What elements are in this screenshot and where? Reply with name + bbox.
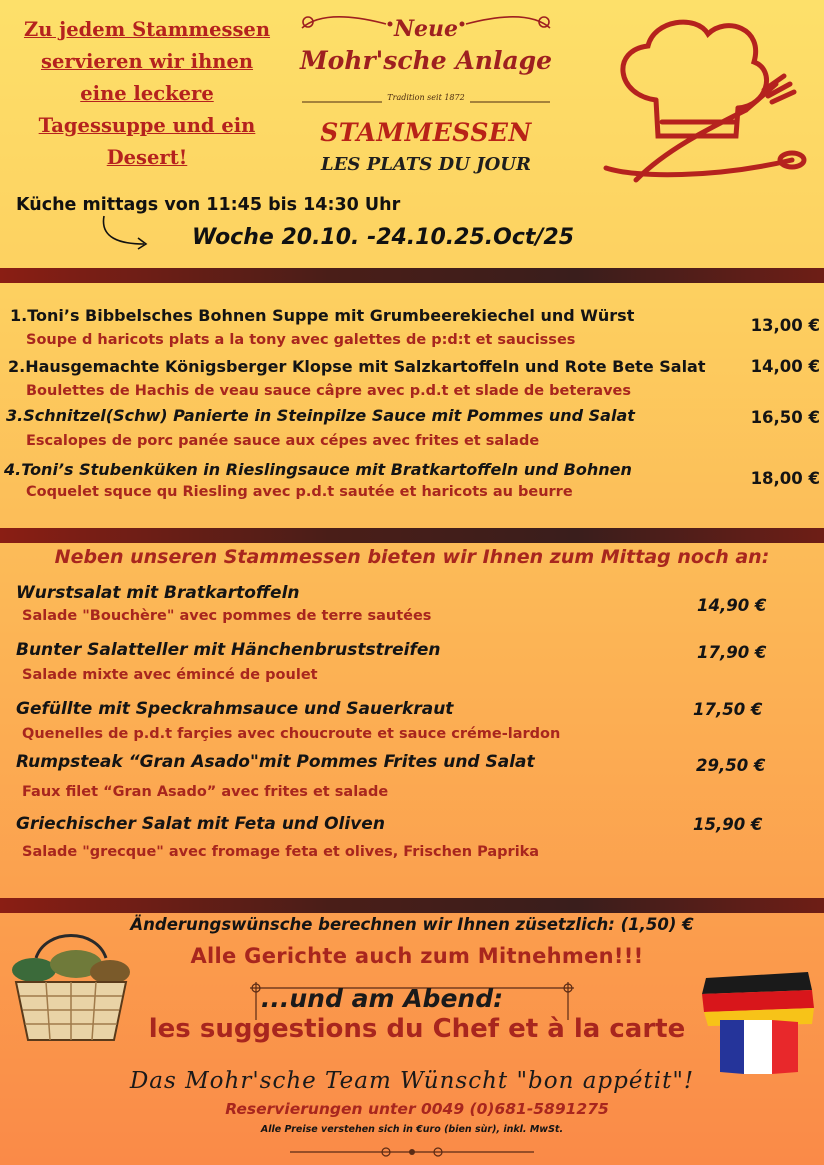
- dish-french: Salade "Bouchère" avec pommes de terre sautées: [22, 608, 432, 624]
- dish-name: Rumpsteak “Gran Asado"mit Pommes Frites und Salat: [16, 752, 535, 772]
- prices-note: Alle Preise verstehen sich in €uro (bien sùr), inkl. MwSt.: [260, 1124, 564, 1135]
- dish-name: Griechischer Salat mit Feta und Oliven: [16, 814, 385, 834]
- section-divider: [0, 268, 824, 283]
- dish-name: 1.Toni’s Bibbelsches Bohnen Suppe mit Grumbeerekiechel und Würst: [10, 306, 635, 325]
- menu-title: STAMMESSEN: [320, 118, 532, 147]
- dish-name: 2.Hausgemachte Königsberger Klopse mit Salzkartoffeln und Rote Bete Salat: [8, 357, 706, 376]
- german-french-flags-icon: [700, 968, 816, 1078]
- section-divider: [0, 528, 824, 543]
- logo-line-2: Mohr'sche Anlage: [299, 46, 553, 75]
- dish-french: Quenelles de p.d.t farçies avec choucroute et sauce créme-lardon: [22, 726, 561, 742]
- dish-price: 15,90 €: [693, 815, 763, 834]
- bottom-ornament-icon: [290, 1144, 534, 1160]
- intro-line: Tagessuppe und ein: [38, 114, 256, 137]
- intro-line: eine leckere: [80, 82, 214, 105]
- dish-french: Faux filet “Gran Asado” avec frites et salade: [22, 784, 389, 800]
- team-greeting: Das Mohr'sche Team Wünscht "bon appétit"!: [129, 1068, 695, 1094]
- intro-line: Desert!: [106, 146, 188, 169]
- dish-price: 18,00 €: [750, 469, 820, 488]
- logo-line-1: Neue: [393, 16, 459, 42]
- dish-price: 16,50 €: [750, 408, 820, 427]
- chef-hat-cutlery-icon: [596, 10, 810, 200]
- dish-price: 14,00 €: [750, 357, 820, 376]
- curved-arrow-icon: [100, 214, 152, 250]
- dish-french: Salade mixte avec émincé de poulet: [22, 667, 318, 683]
- intro-text: [6, 14, 288, 174]
- extras-heading: Neben unseren Stammessen bieten wir Ihnen zum Mittag noch an:: [54, 546, 770, 568]
- takeaway-note: Alle Gerichte auch zum Mitnehmen!!!: [190, 944, 644, 968]
- dish-name: 3.Schnitzel(Schw) Panierte in Steinpilze Sauce mit Pommes und Salat: [6, 406, 635, 425]
- chef-suggestions: les suggestions du Chef et à la carte: [148, 1014, 686, 1044]
- dish-name: Wurstsalat mit Bratkartoffeln: [16, 583, 300, 603]
- dish-price: 29,50 €: [696, 756, 766, 775]
- dish-french: Boulettes de Hachis de veau sauce câpre avec p.d.t et slade de beteraves: [26, 383, 631, 399]
- intro-line: Zu jedem Stammessen: [23, 18, 271, 41]
- restaurant-logo: [298, 6, 554, 112]
- evening-heading: ...und am Abend:: [260, 984, 504, 1013]
- dish-price: 17,50 €: [693, 700, 763, 719]
- dish-french: Soupe d haricots plats a la tony avec galettes de p:d:t et saucisses: [26, 332, 576, 348]
- dish-name: 4.Toni’s Stubenküken in Rieslingsauce mit Bratkartoffeln und Bohnen: [4, 460, 632, 479]
- kitchen-hours: Küche mittags von 11:45 bis 14:30 Uhr: [16, 195, 401, 215]
- dish-price: 14,90 €: [697, 596, 767, 615]
- dish-name: Gefüllte mit Speckrahmsauce und Sauerkraut: [16, 699, 454, 719]
- dish-price: 13,00 €: [750, 316, 820, 335]
- picnic-basket-icon: [6, 928, 136, 1044]
- dish-name: Bunter Salatteller mit Hänchenbruststreifen: [16, 640, 441, 660]
- reservation-phone: Reservierungen unter 0049 (0)681-5891275: [225, 1100, 609, 1118]
- dish-french: Escalopes de porc panée sauce aux cépes avec frites et salade: [26, 433, 540, 449]
- dish-price: 17,90 €: [697, 643, 767, 662]
- logo-tagline: Tradition seit 1872: [387, 93, 465, 102]
- dish-french: Salade "grecque" avec fromage feta et olives, Frischen Paprika: [22, 844, 540, 860]
- week-range: Woche 20.10. -24.10.25.Oct/25: [192, 225, 575, 250]
- section-divider: [0, 898, 824, 913]
- intro-line: servieren wir ihnen: [40, 50, 254, 73]
- dish-french: Coquelet squce qu Riesling avec p.d.t sautée et haricots au beurre: [26, 484, 573, 500]
- extra-charge-note: Änderungswünsche berechnen wir Ihnen züsetzlich: (1,50) €: [130, 915, 694, 934]
- menu-subtitle: LES PLATS DU JOUR: [321, 154, 531, 175]
